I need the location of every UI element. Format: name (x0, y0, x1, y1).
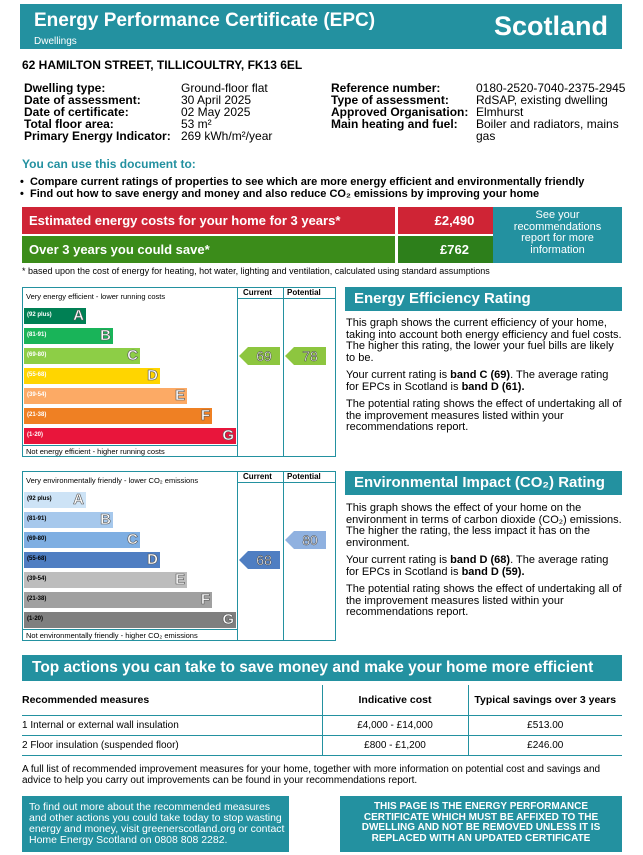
bullet-item: Find out how to save energy and money and also reduce CO₂ emissions by improving your home (29, 188, 540, 200)
band-range: (55-68) (27, 372, 47, 378)
detail-label: Dwelling type: (24, 81, 106, 95)
band-letter: E (174, 387, 185, 404)
rating-band-d (24, 368, 160, 384)
band-range: (21-38) (27, 596, 47, 602)
arrow-tip (285, 347, 294, 365)
band-letter: G (222, 427, 234, 444)
rating-band-g (24, 612, 236, 628)
arrow-tip (239, 347, 248, 365)
rating-band-e (24, 388, 187, 404)
ee-paragraph-2: Your current rating is band C (69). The average rating for EPCs in Scotland is band D (61). (346, 369, 609, 393)
detail-value: 269 kWh/m²/year (181, 129, 273, 143)
cost-cell: £4,000 - £14,000 (322, 715, 468, 735)
measures-table (22, 685, 622, 756)
band-letter: A (73, 307, 84, 324)
energy-efficiency-text (346, 318, 622, 440)
details-right (331, 82, 625, 142)
chart-divider (22, 445, 237, 446)
environmental-impact-text (346, 503, 622, 625)
rating-value: 69 (248, 347, 280, 365)
band-range: (39-54) (27, 576, 47, 582)
saving-cell: £246.00 (468, 735, 622, 755)
detail-value: Ground-floor flat (181, 81, 268, 95)
measure-cell: 2 Floor insulation (suspended floor) (22, 735, 322, 755)
band-range: (69-80) (27, 536, 47, 542)
saving-cell: £513.00 (468, 715, 622, 735)
arrow-tip (239, 551, 248, 569)
rating-band-f (24, 408, 212, 424)
rating-band-a (24, 492, 86, 508)
band-letter: F (200, 591, 210, 608)
detail-value: Elmhurst (476, 105, 524, 119)
chart-divider (237, 471, 238, 641)
ee-paragraph-1: This graph shows the current efficiency of your home, taking into account both energy efficiency and fuel costs. The higher this rating, the lower your fuel bills are likely to be. (346, 317, 622, 364)
detail-label: Primary Energy Indicator: (24, 129, 171, 143)
chart-bottom-caption: Not energy efficient - higher running costs (26, 447, 165, 456)
header-measures: Recommended measures (22, 685, 322, 715)
table-row (22, 715, 622, 735)
see-recommendations-box (493, 207, 622, 263)
chart-divider (237, 298, 336, 299)
detail-label: Main heating and fuel: (331, 117, 458, 131)
band-letter: A (73, 491, 84, 508)
detail-value: 0180-2520-7040-2375-2945 (476, 81, 626, 95)
use-bullets: • Compare current ratings of properties to see which are more energy efficient and environmentally friendly • Find out how to save energy and money and also reduce CO₂ emissions by improving your home (20, 176, 585, 200)
savings-value: £762 (398, 236, 511, 263)
band-range: (39-54) (27, 392, 47, 398)
chart-divider (283, 471, 284, 641)
band-range: (92 plus) (27, 312, 52, 318)
measure-cell: 1 Internal or external wall insulation (22, 715, 322, 735)
detail-value: gas (476, 129, 496, 143)
ei-paragraph-1: This graph shows the effect of your home on the environment in terms of carbon dioxide (CO₂) emissions. The higher the rating, the less impact it has on the environment. (346, 502, 622, 549)
chart-top-caption: Very energy efficient - lower running costs (26, 292, 166, 301)
potential-column-label: Potential (287, 288, 321, 297)
ei-paragraph-2: Your current rating is band D (68). The average rating for EPCs in Scotland is band D (59). (346, 554, 609, 578)
band-range: (81-91) (27, 516, 47, 522)
header-banner (20, 4, 622, 49)
band-range: (69-80) (27, 352, 47, 358)
energy-efficiency-title: Energy Efficiency Rating (345, 287, 622, 311)
rating-band-c (24, 348, 140, 364)
rating-band-c (24, 532, 140, 548)
band-letter: F (200, 407, 210, 424)
see-line: See your (535, 209, 580, 221)
find-out-more-box: To find out more about the recommended measures and other actions you could take today to stop wasting energy and money, visit greenerscotland.org or contact Home Energy Scotland on 0808 808 2282. (22, 796, 289, 852)
band-range: (1-20) (27, 432, 44, 438)
details-left (24, 82, 272, 142)
detail-label: Approved Organisation: (331, 105, 469, 119)
chart-divider (283, 287, 284, 457)
page-title: Energy Performance Certificate (EPC) (34, 10, 376, 31)
rating-band-b (24, 328, 113, 344)
current-column-label: Current (243, 472, 272, 481)
band-letter: D (147, 367, 158, 384)
band-letter: E (174, 571, 185, 588)
rating-value: 78 (294, 347, 326, 365)
chart-top-caption: Very environmentally friendly - lower CO₂ emissions (26, 476, 199, 485)
rating-value: 68 (248, 551, 280, 569)
band-letter: B (100, 511, 111, 528)
current-rating-arrow (239, 551, 283, 569)
see-line: information (530, 243, 585, 256)
potential-rating-arrow (285, 531, 329, 549)
rating-band-b (24, 512, 113, 528)
table-row (22, 735, 622, 755)
header-cost: Indicative cost (322, 685, 468, 715)
property-address: 62 HAMILTON STREET, TILLICOULTRY, FK13 6EL (22, 58, 303, 72)
header-savings: Typical savings over 3 years (468, 685, 622, 715)
detail-value: 30 April 2025 (181, 93, 252, 107)
detail-label: Type of assessment: (331, 93, 449, 107)
band-letter: B (100, 327, 111, 344)
current-column-label: Current (243, 288, 272, 297)
rating-band-f (24, 592, 212, 608)
band-range: (55-68) (27, 556, 47, 562)
potential-column-label: Potential (287, 472, 321, 481)
detail-label: Date of certificate: (24, 105, 129, 119)
region-label: Scotland (493, 11, 608, 41)
rating-band-a (24, 308, 86, 324)
estimated-cost-value: £2,490 (398, 207, 511, 234)
use-title: You can use this document to: (22, 157, 196, 171)
see-line: recommendations (513, 220, 602, 233)
cost-footnote: * based upon the cost of energy for heating, hot water, lighting and ventilation, calculated using standard assumptions (22, 266, 490, 276)
band-range: (92 plus) (27, 496, 52, 502)
environmental-impact-title: Environmental Impact (CO₂) Rating (345, 471, 622, 495)
chart-bottom-caption: Not environmentally friendly - higher CO₂ emissions (26, 631, 198, 640)
rating-band-e (24, 572, 187, 588)
band-letter: C (127, 347, 138, 364)
rating-value: 80 (294, 531, 326, 549)
detail-label: Total floor area: (24, 117, 114, 131)
bullet-item: Compare current ratings of properties to see which are more energy efficient and environmentally friendly (29, 176, 585, 188)
detail-value: Boiler and radiators, mains (476, 117, 619, 131)
cost-cell: £800 - £1,200 (322, 735, 468, 755)
detail-value: RdSAP, existing dwelling (476, 93, 608, 107)
rating-band-d (24, 552, 160, 568)
certificate-notice-box: THIS PAGE IS THE ENERGY PERFORMANCE CERTIFICATE WHICH MUST BE AFFIXED TO THE DWELLING AND NOT BE REMOVED UNLESS IT IS REPLACED WITH AN UPDATED CERTIFICATE (340, 796, 622, 852)
band-range: (1-20) (27, 616, 44, 622)
detail-value: 02 May 2025 (181, 105, 251, 119)
rating-band-g (24, 428, 236, 444)
full-list-note: A full list of recommended improvement measures for your home, together with more information on potential cost and savings and advice to help you carry out improvements can be found in your recommendations report. (22, 764, 601, 786)
savings-label: Over 3 years you could save* (22, 236, 395, 263)
detail-value: 53 m² (181, 117, 212, 131)
table-header-row (22, 685, 622, 715)
detail-label: Date of assessment: (24, 93, 141, 107)
chart-divider (237, 482, 336, 483)
ee-paragraph-3: The potential rating shows the effect of undertaking all of the improvement measures listed within your recommendations report. (346, 398, 622, 433)
detail-label: Reference number: (331, 81, 441, 95)
ei-paragraph-3: The potential rating shows the effect of undertaking all of the improvement measures listed within your recommendations report. (346, 583, 622, 618)
band-range: (81-91) (27, 332, 47, 338)
band-letter: G (222, 611, 234, 628)
chart-divider (237, 287, 238, 457)
band-letter: C (127, 531, 138, 548)
top-actions-title: Top actions you can take to save money and make your home more efficient (22, 655, 622, 681)
see-line: report for more (521, 232, 594, 244)
arrow-tip (285, 531, 294, 549)
estimated-cost-label: Estimated energy costs for your home for 3 years* (22, 207, 395, 234)
current-rating-arrow (239, 347, 283, 365)
potential-rating-arrow (285, 347, 329, 365)
band-range: (21-38) (27, 412, 47, 418)
band-letter: D (147, 551, 158, 568)
chart-divider (22, 629, 237, 630)
page-subtitle: Dwellings (34, 36, 77, 47)
